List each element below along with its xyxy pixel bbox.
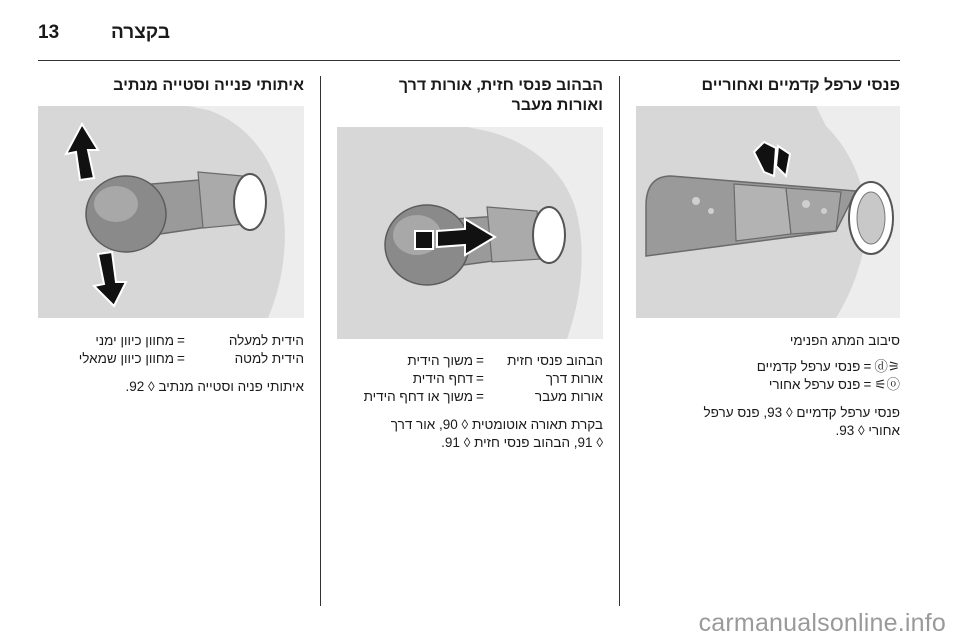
table-row: אורות מעבר = משוך או דחף הידית (363, 389, 603, 404)
watermark: carmanualsonline.info (698, 609, 946, 637)
table-row: ⚞ⓓ = פנסי ערפל קדמיים (756, 359, 900, 374)
rear-fog-icon: ⓞ⚟ (874, 377, 900, 392)
turn-reference: איתותי פניה וסטייה מנתיב ◊ 92. (125, 379, 304, 394)
headlight-text (337, 352, 603, 452)
section-turn-signals (38, 76, 304, 96)
section-title-fog: פנסי ערפל קדמיים ואחוריים (701, 77, 900, 94)
section-headlights (337, 76, 603, 116)
fog-reference: פנסי ערפל קדמיים ◊ 93, פנס ערפל אחורי ◊ 93. (703, 405, 900, 438)
front-fog-icon: ⚞ⓓ (874, 359, 900, 374)
down-arrow-icon (94, 252, 126, 306)
table-row: הידית למעלה = מחוון כיוון ימני (95, 333, 304, 348)
section-fog-lights (636, 76, 900, 96)
table-row: אורות דרך = דחף הידית (412, 371, 603, 386)
figure-fog-switch (636, 106, 900, 318)
table-row: ⓞ⚟ = פנס ערפל אחורי (768, 377, 900, 392)
up-arrow-icon (66, 124, 98, 180)
fog-text (636, 332, 900, 440)
table-row: הבהוב פנסי חזית = משוך הידית (407, 353, 603, 368)
figure-turn-stalk (38, 106, 304, 318)
header-rule (38, 60, 900, 61)
headlight-reference: בקרת תאורה אוטומטית ◊ 90, אור דרך ◊ 91, הבהוב פנסי חזית ◊ 91. (390, 417, 603, 450)
section-title-turn: איתותי פנייה וסטייה מנתיב (113, 77, 304, 94)
column-divider-left (320, 76, 321, 606)
rotate-arrow-icon (754, 142, 790, 176)
column-divider-right (619, 76, 620, 606)
table-row: הידית למטה = מחוון כיוון שמאלי (78, 351, 304, 366)
page-number: 13 (38, 22, 60, 43)
figure-headlight-stalk (337, 127, 603, 339)
section-title-headlights: הבהוב פנסי חזית, אורות דרך ואורות מעבר (398, 77, 603, 114)
chapter-title: בקצרה (111, 22, 170, 43)
fog-intro: סיבוב המתג הפנימי (789, 333, 900, 348)
turn-text (38, 332, 304, 396)
